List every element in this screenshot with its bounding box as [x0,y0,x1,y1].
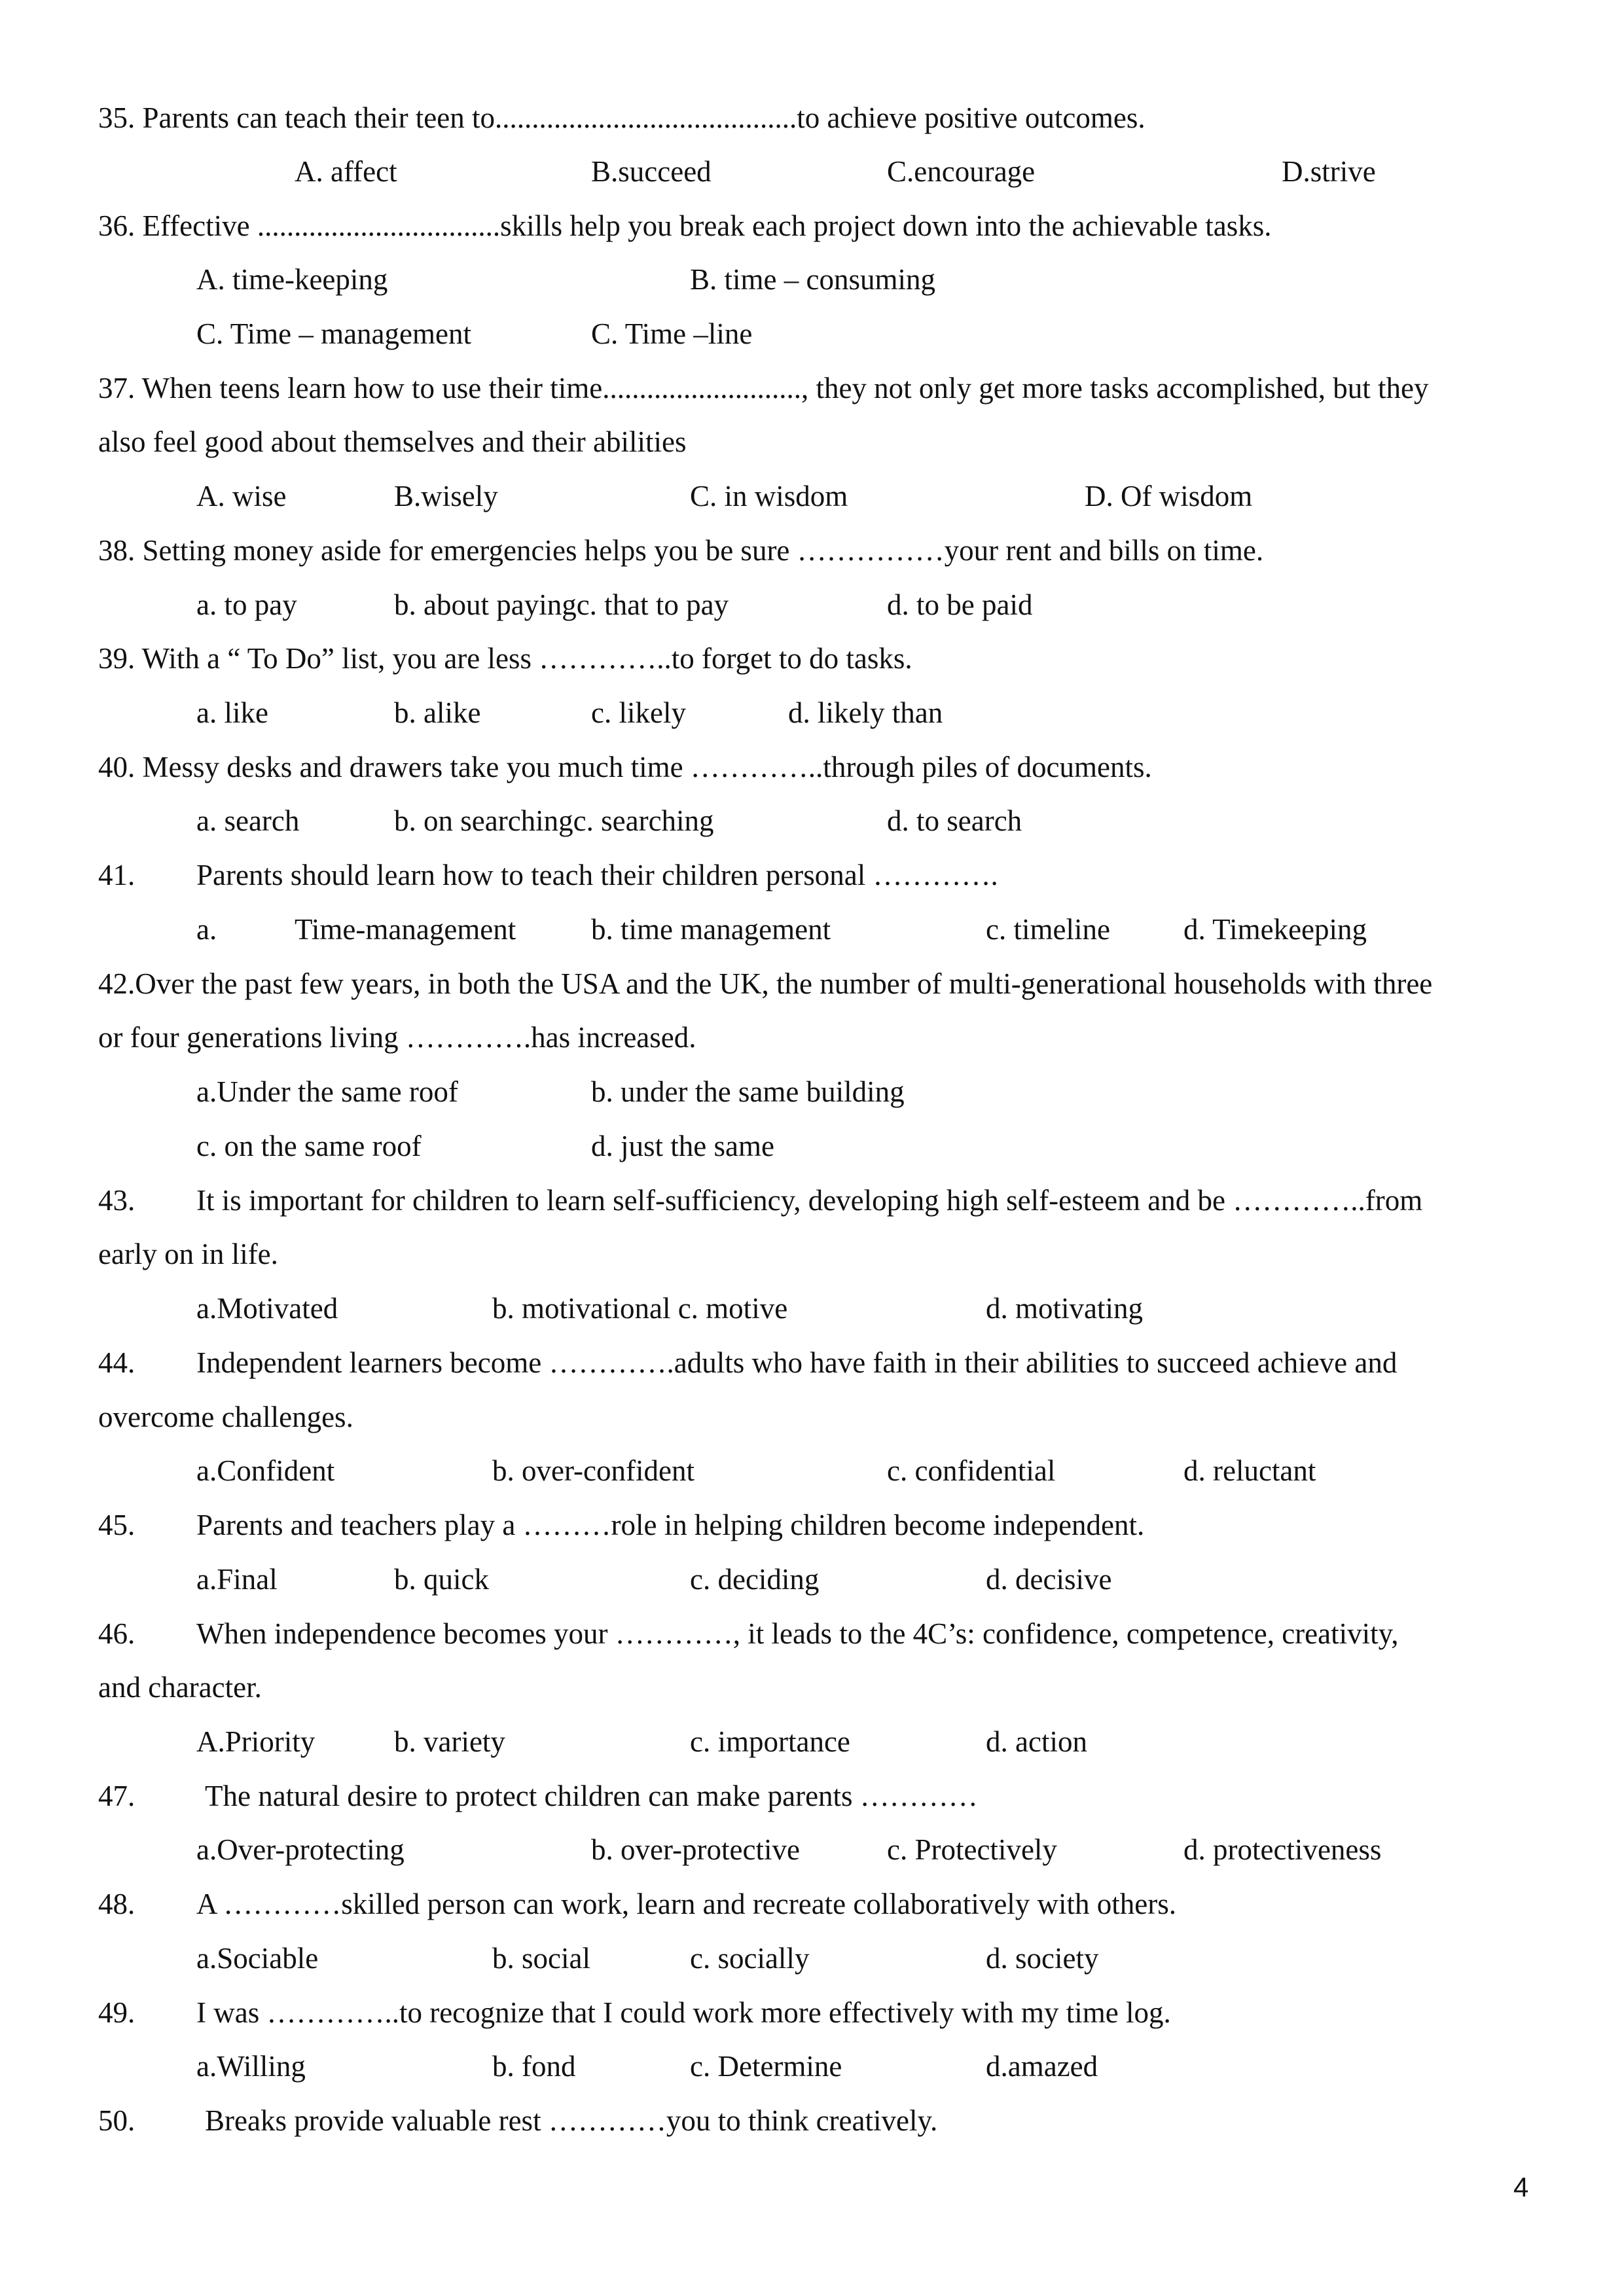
option-d: d. protectiveness [1183,1833,1382,1866]
question-42-options-row1 [0,1074,1624,1109]
question-43-number: 43. [98,1184,135,1217]
option-a: a.Final [196,1563,278,1596]
option-d: D. Of wisdom [1085,480,1253,512]
option-b: B. time – consuming [690,263,935,296]
question-42-line1: 42.Over the past few years, in both the USA and the UK, the number of multi-generational households with three [98,967,1433,1000]
question-49-options [0,2049,1624,2084]
question-39: 39. With a “ To Do” list, you are less …………..to forget to do tasks. [98,642,912,675]
option-a: A. wise [196,480,287,512]
option-c: C.encourage [887,155,1036,188]
question-45-number: 45. [98,1509,135,1541]
option-d: d. reluctant [1183,1454,1316,1487]
question-44-line1: Independent learners become ………….adults who have faith in their abilities to succeed achieve and [196,1346,1398,1379]
option-d: d.amazed [986,2050,1098,2083]
option-d: C. Time –line [591,317,753,350]
question-37-options [0,478,1624,514]
option-d: d. to be paid [887,588,1033,621]
option-b-c: b. motivational c. motive [492,1292,788,1325]
option-b: b. alike [394,696,481,729]
question-49: I was …………..to recognize that I could work more effectively with my time log. [196,1996,1171,2029]
question-38: 38. Setting money aside for emergencies helps you be sure ……………your rent and bills on time. [98,534,1264,567]
question-48: A …………skilled person can work, learn and recreate collaboratively with others. [196,1888,1177,1920]
option-c: C. Time – management [196,317,471,350]
question-41-options [0,912,1624,947]
option-d: D.strive [1282,155,1376,188]
option-c: c. importance [690,1725,850,1758]
question-42-line2: or four generations living ………….has increased. [98,1021,696,1054]
question-48-number: 48. [98,1888,135,1920]
option-b: b. under the same building [591,1075,905,1108]
option-c: c. deciding [690,1563,820,1596]
question-45: Parents and teachers play a ………role in helping children become independent. [196,1509,1145,1541]
option-d: d. likely than [788,696,943,729]
option-a: A.Priority [196,1725,316,1758]
question-37-line2: also feel good about themselves and their abilities [98,425,687,458]
option-d: d. Timekeeping [1183,913,1367,946]
question-38-options [0,587,1624,622]
option-a: a.Sociable [196,1942,319,1975]
question-41-number: 41. [98,859,135,891]
option-d: d. decisive [986,1563,1112,1596]
option-a: a.Motivated [196,1292,338,1325]
option-d: d. just the same [591,1130,774,1162]
question-43-line2: early on in life. [98,1238,278,1270]
question-50-number: 50. [98,2104,135,2137]
option-a: Time-management [295,913,516,946]
question-47: The natural desire to protect children can make parents ………… [205,1780,978,1812]
question-43-line1: It is important for children to learn self-sufficiency, developing high self-esteem and be …………..from [196,1184,1423,1217]
question-37-line1: 37. When teens learn how to use their time..........................., they not only get more tasks accomplished, but they [98,372,1429,404]
question-35: 35. Parents can teach their teen to.........................................to achieve positive outcomes. [98,101,1146,134]
option-b: B.wisely [394,480,498,512]
question-43-options [0,1291,1624,1326]
option-b: b. over-confident [492,1454,695,1487]
option-a: a.Confident [196,1454,335,1487]
option-a: a. search [196,804,300,837]
option-c: C. in wisdom [690,480,848,512]
question-44-line2: overcome challenges. [98,1401,353,1433]
option-c: c. Protectively [887,1833,1057,1866]
question-48-options [0,1941,1624,1976]
page-number: 4 [1513,2172,1529,2202]
question-46-line1: When independence becomes your …………, it leads to the 4C’s: confidence, competence, creativity, [196,1617,1399,1650]
question-47-options [0,1832,1624,1867]
question-36-options-row2 [0,316,1624,351]
question-46-options [0,1724,1624,1759]
option-b: b. quick [394,1563,489,1596]
option-d: d. motivating [986,1292,1143,1325]
option-a: A. affect [295,155,397,188]
option-a: a.Over-protecting [196,1833,405,1866]
option-a: a.Willing [196,2050,306,2083]
option-a: a. to pay [196,588,297,621]
option-c: c. Determine [690,2050,842,2083]
option-c: c. timeline [986,913,1110,946]
question-36-options-row1 [0,262,1624,297]
option-b: b. fond [492,2050,576,2083]
option-b: b. over-protective [591,1833,800,1866]
option-a: a.Under the same roof [196,1075,458,1108]
option-b: b. social [492,1942,590,1975]
question-46-number: 46. [98,1617,135,1650]
option-c: c. socially [690,1942,810,1975]
question-46-line2: and character. [98,1671,262,1704]
question-41: Parents should learn how to teach their children personal …………. [196,859,998,891]
question-39-options [0,695,1624,730]
option-b: b. variety [394,1725,505,1758]
option-c: c. on the same roof [196,1130,422,1162]
question-44-options [0,1453,1624,1488]
option-a-letter: a. [196,913,217,946]
question-45-options [0,1562,1624,1597]
option-c: c. confidential [887,1454,1056,1487]
option-b: B.succeed [591,155,712,188]
question-50: Breaks provide valuable rest …………you to think creatively. [205,2104,938,2137]
option-c: c. likely [591,696,686,729]
question-44-number: 44. [98,1346,135,1379]
option-d: d. to search [887,804,1022,837]
question-36: 36. Effective .................................skills help you break each project down into the achievable tasks. [98,209,1272,242]
option-d: d. society [986,1942,1099,1975]
question-40-options [0,803,1624,838]
question-40: 40. Messy desks and drawers take you much time …………..through piles of documents. [98,751,1152,783]
option-d: d. action [986,1725,1087,1758]
question-42-options-row2 [0,1128,1624,1164]
option-b-c: b. on searchingc. searching [394,804,714,837]
option-a: A. time-keeping [196,263,388,296]
question-49-number: 49. [98,1996,135,2029]
option-b: b. time management [591,913,831,946]
question-35-options [0,154,1624,189]
question-47-number: 47. [98,1780,135,1812]
option-b-c: b. about payingc. that to pay [394,588,729,621]
option-a: a. like [196,696,268,729]
